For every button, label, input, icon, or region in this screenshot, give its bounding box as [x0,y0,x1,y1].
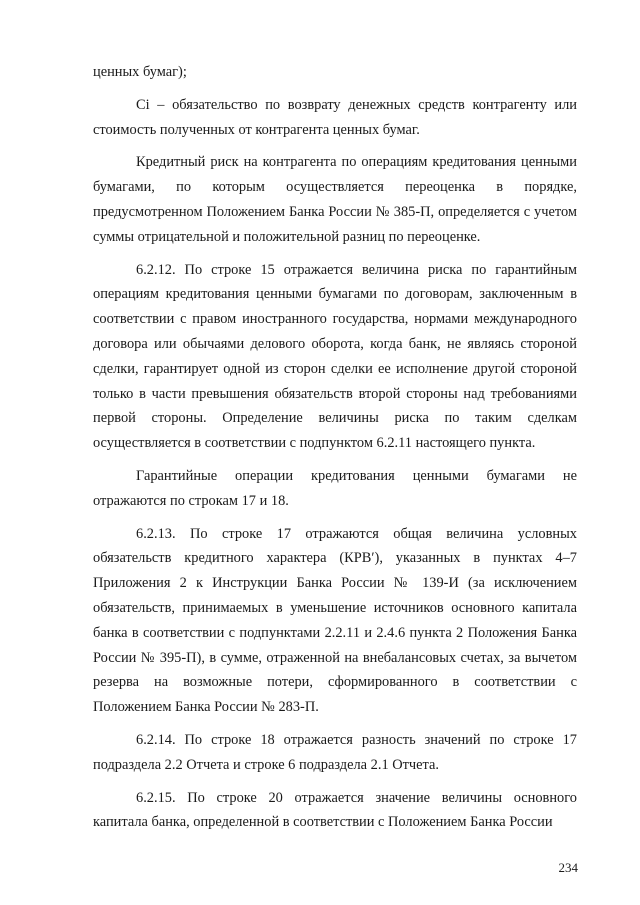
paragraph-guarantee-operations: Гарантийные операции кредитования ценными бумагами не отражаются по строкам 17 и 18. [93,467,577,509]
paragraph-credit-risk: Кредитный риск на контрагента по операциям кредитования ценными бумагами, по которым осуществляется переоценка в порядке, предусмотренном Положением Банка России № 385-П, определяется с учетом суммы отрицательной и положительной разниц по переоценке. [93,154,577,245]
paragraph-ci-definition: Ci – обязательство по возврату денежных средств контрагенту или стоимость полученных от контрагента ценных бумаг. [93,96,577,138]
paragraph-6-2-14: 6.2.14. По строке 18 отражается разность значений по строке 17 подраздела 2.2 Отчета и строке 6 подраздела 2.1 Отчета. [93,731,577,773]
page-number: 234 [558,860,578,875]
paragraph-6-2-12: 6.2.12. По строке 15 отражается величина риска по гарантийным операциям кредитования ценными бумагами по договорам, заключенным в соответствии с правом иностранного государства, нормами международного договора или обычаями делового оборота, когда банк, не являясь стороной сделки, гарантирует одной из сторон сделки ее исполнение другой стороной только в части превышения обязательств второй стороны над требованиями первой стороны. Определение величины риска по таким сделкам осуществляется в соответствии с подпунктом 6.2.11 настоящего пункта. [93,261,577,452]
paragraph-6-2-13: 6.2.13. По строке 17 отражаются общая величина условных обязательств кредитного характера (КРВ′), указанных в пунктах 4–7 Приложения 2 к Инструкции Банка России № 139-И (за исключением обязательств, принимаемых в уменьшение источников основного капитала банка в соответствии с подпунктами 2.2.11 и 2.4.6 пункта 2 Положения Банка России № 395-П), в сумме, отраженной на внебалансовых счетах, за вычетом резерва на возможные потери, сформированного в соответствии с Положением Банка России № 283-П. [93,525,577,716]
document-page [93,60,577,843]
paragraph-continuation: ценных бумаг); [93,64,187,80]
paragraph-6-2-15: 6.2.15. По строке 20 отражается значение величины основного капитала банка, определенной в соответствии с Положением Банка России [93,789,577,831]
